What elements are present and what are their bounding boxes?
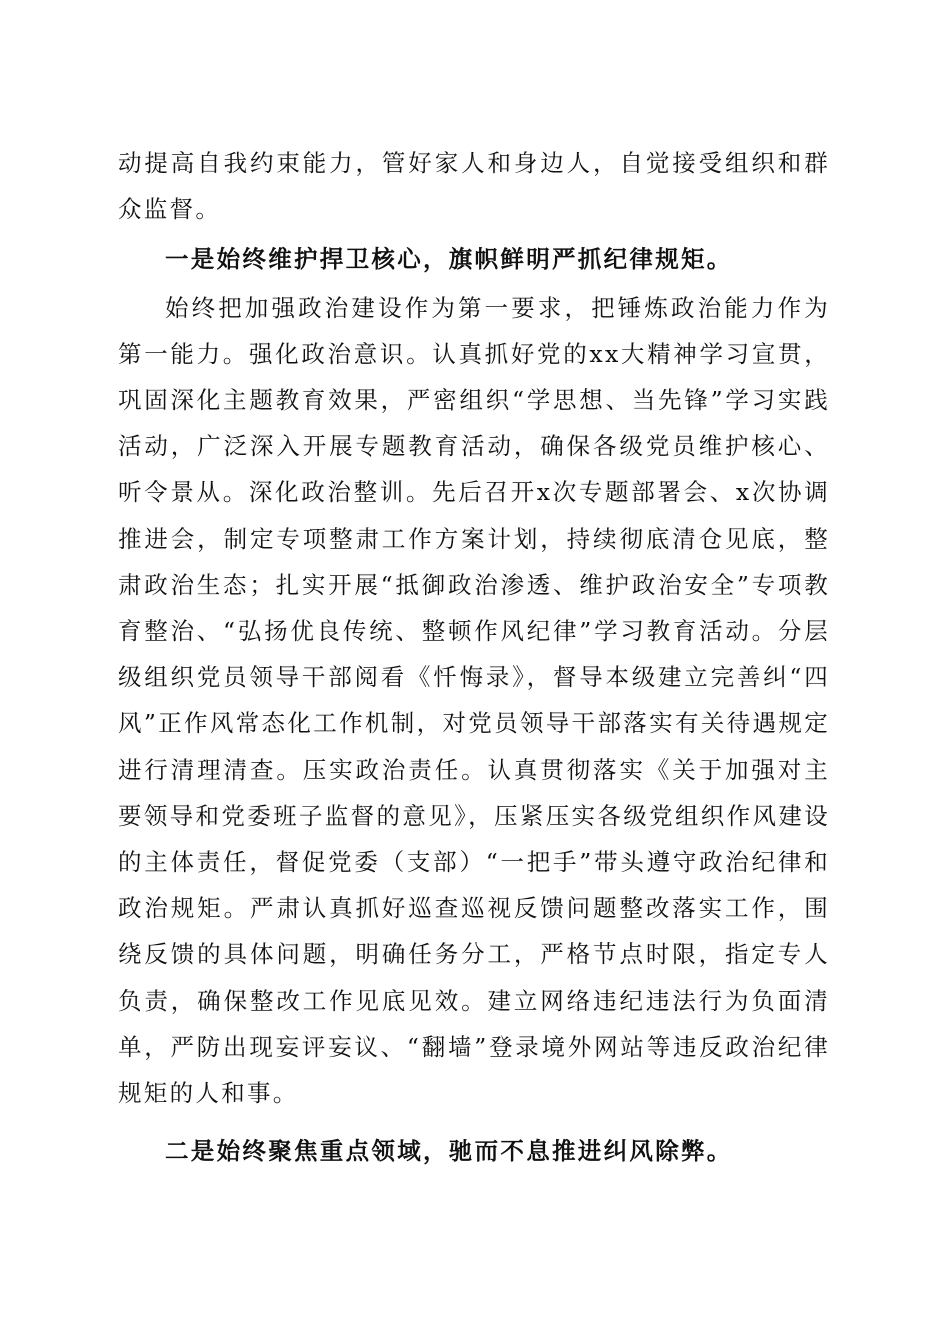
section-heading-one: 一是始终维护捍卫核心，旗帜鲜明严抓纪律规矩。 [165,245,733,274]
section-heading-two: 二是始终聚焦重点领域，驰而不息推进纠风除弊。 [165,1137,733,1166]
document-body [118,140,830,1176]
paragraph-continuation: 动提高自我约束能力，管好家人和身边人，自觉接受组织和群众监督。 [118,149,830,224]
paragraph-body: 始终把加强政治建设作为第一要求，把锤炼政治能力作为第一能力。强化政治意识。认真抓好党的xx大精神学习宣贯，巩固深化主题教育效果，严密组织“学思想、当先锋”学习实践活动，广泛深入开展专题教育活动，确保各级党员维护核心、听令景从。深化政治整训。先后召开x次专题部署会、x次协调推进会，制定专项整肃工作方案计划，持续彻底清仓见底，整肃政治生态；扎实开展“抵御政治渗透、维护政治安全”专项教育整治、“弘扬优良传统、整顿作风纪律”学习教育活动。分层级组织党员领导干部阅看《忏悔录》，督导本级建立完善纠“四风”正作风常态化工作机制，对党员领导干部落实有关待遇规定进行清理清查。压实政治责任。认真贯彻落实《关于加强对主要领导和党委班子监督的意见》，压紧压实各级党组织作风建设的主体责任，督促党委（支部）“一把手”带头遵守政治纪律和政治规矩。严肃认真抓好巡查巡视反馈问题整改落实工作，围绕反馈的具体问题，明确任务分工，严格节点时限，指定专人负责，确保整改工作见底见效。建立网络违纪违法行为负面清单，严防出现妄评妄议、“翻墙”登录境外网站等违反政治纪律规矩的人和事。 [118,293,830,1108]
